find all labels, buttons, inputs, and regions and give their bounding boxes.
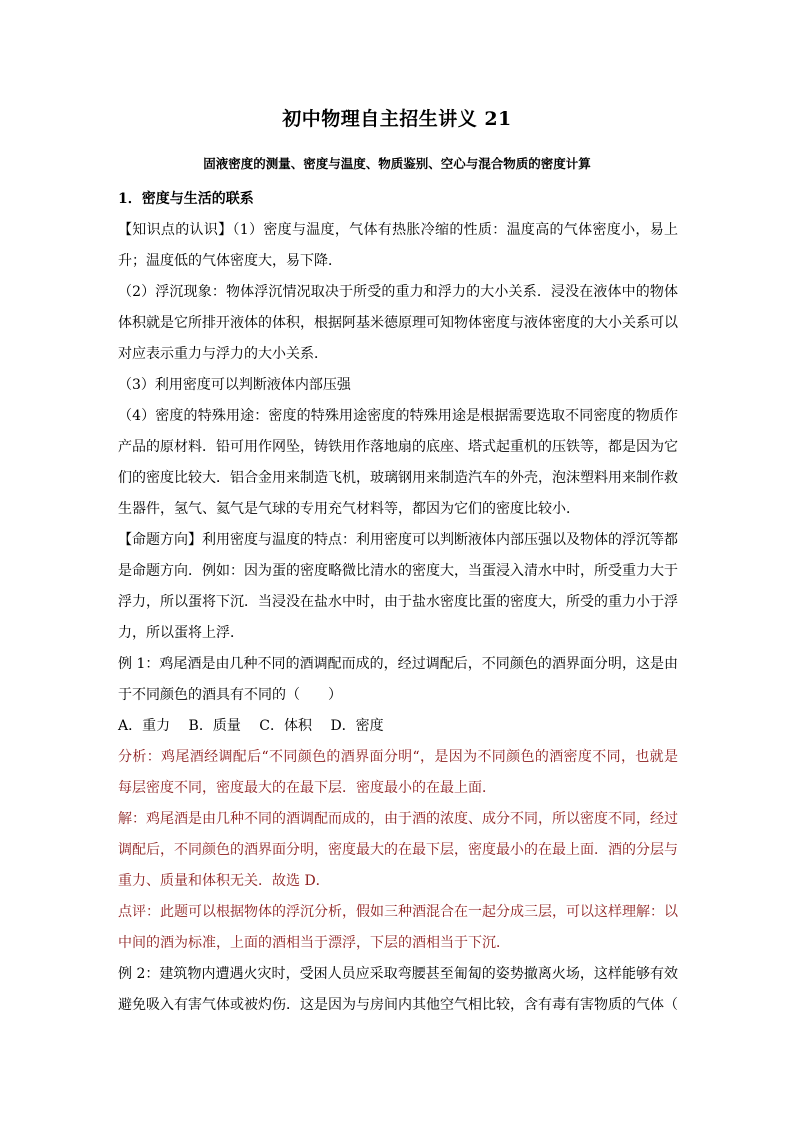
text-line: （2）浮沉现象：物体浮沉情况取决于所受的重力和浮力的大小关系．浸没在液体中的物体 xyxy=(118,284,678,300)
section-heading: 1．密度与生活的联系 xyxy=(118,191,254,207)
text-line: 力，所以蛋将上浮． xyxy=(118,625,244,641)
text-line: 避免吸入有害气体或被灼伤．这是因为与房间内其他空气相比较，含有毒有害物质的气体（ xyxy=(118,997,678,1013)
page-title: 初中物理自主招生讲义 21 xyxy=(282,108,512,130)
text-line: 升；温度低的气体密度大，易下降． xyxy=(118,253,342,269)
text-line: 例 1：鸡尾酒是由几种不同的酒调配而成的，经过调配后，不同颜色的酒界面分明，这是由 xyxy=(118,656,678,672)
text-line: 们的密度比较大．铝合金用来制造飞机，玻璃钢用来制造汽车的外壳，泡沫塑料用来制作救 xyxy=(118,470,678,486)
text-line: （3）利用密度可以判断液体内部压强 xyxy=(118,377,351,393)
text-line: 中间的酒为标准，上面的酒相当于漂浮，下层的酒相当于下沉． xyxy=(118,935,510,951)
text-line: A．重力 B．质量 C．体积 D．密度 xyxy=(118,718,384,734)
paragraph-lines xyxy=(118,215,678,1021)
text-line: 解：鸡尾酒是由几种不同的酒调配而成的，由于酒的浓度、成分不同，所以密度不同，经过 xyxy=(118,811,678,827)
text-line: 是命题方向．例如：因为蛋的密度略微比清水的密度大，当蛋浸入清水中时，所受重力大于 xyxy=(118,563,678,579)
text-line: 生器件，氢气、氦气是气球的专用充气材料等，都因为它们的密度比较小． xyxy=(118,501,580,517)
text-line: 产品的原材料．铅可用作网坠，铸铁用作落地扇的底座、塔式起重机的压铁等，都是因为它 xyxy=(118,439,678,455)
text-line: 调配后，不同颜色的酒界面分明，密度最大的在最下层，密度最小的在最上面．酒的分层与 xyxy=(118,842,678,858)
text-line: 分析：鸡尾酒经调配后“不同颜色的酒界面分明“，是因为不同颜色的酒密度不同，也就是 xyxy=(118,749,678,765)
page-subtitle: 固液密度的测量、密度与温度、物质鉴别、空心与混合物质的密度计算 xyxy=(203,156,591,171)
text-line: 例 2：建筑物内遭遇火灾时，受困人员应采取弯腰甚至匍匐的姿势撤离火场，这样能够有效 xyxy=(118,966,678,982)
text-line: 【命题方向】利用密度与温度的特点：利用密度可以判断液体内部压强以及物体的浮沉等都 xyxy=(118,532,678,548)
text-line: 每层密度不同，密度最大的在最下层．密度最小的在最上面． xyxy=(118,780,496,796)
text-line: 浮力，所以蛋将下沉．当浸没在盐水中时，由于盐水密度比蛋的密度大，所受的重力小于浮 xyxy=(118,594,678,610)
text-line: 对应表示重力与浮力的大小关系． xyxy=(118,346,328,362)
document-body xyxy=(118,184,678,1021)
text-line: 【知识点的认识】（1）密度与温度，气体有热胀冷缩的性质：温度高的气体密度小，易上 xyxy=(118,222,678,238)
text-line: 重力、质量和体积无关．故选 D． xyxy=(118,873,330,889)
text-line: 点评：此题可以根据物体的浮沉分析，假如三种酒混合在一起分成三层，可以这样理解：以 xyxy=(118,904,678,920)
text-line: 体积就是它所排开液体的体积，根据阿基米德原理可知物体密度与液体密度的大小关系可以 xyxy=(118,315,678,331)
text-line: 于不同颜色的酒具有不同的（ ） xyxy=(118,687,342,703)
text-line: （4）密度的特殊用途：密度的特殊用途密度的特殊用途是根据需要选取不同密度的物质作 xyxy=(118,408,678,424)
